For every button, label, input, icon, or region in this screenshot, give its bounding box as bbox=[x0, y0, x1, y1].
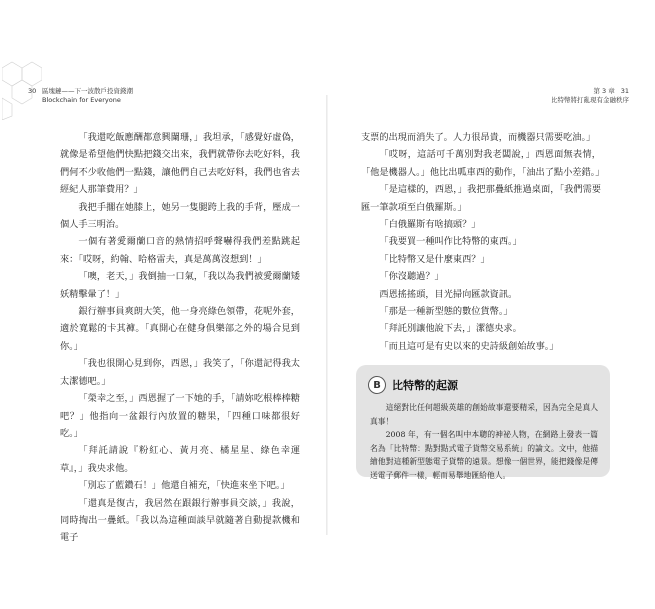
page-gutter bbox=[326, 95, 328, 535]
left-body-text bbox=[60, 129, 300, 547]
paragraph: 「哎呀，這話可千萬別對我老闆說，」西恩面無表情，「他是機器人。」他比出呱車西的動作，「油出了點小差錯。」 bbox=[361, 149, 605, 178]
paragraph: 「噢，老天，」我倒抽一口氣，「我以為我們被愛爾蘭矮妖精擊暈了！」 bbox=[60, 271, 300, 300]
paragraph: 支票的出現而消失了。人力很昂貴，而機器只需要吃油。」 bbox=[361, 132, 596, 143]
running-subtitle: Blockchain for Everyone bbox=[42, 96, 121, 104]
chapter-title: 比特幣將打亂現有金融秩序 bbox=[551, 96, 629, 104]
paragraph: 「榮幸之至，」西恩握了一下她的手，「請妳吃根棒棒糖吧？」他指向一盆銀行內放置的糖果，「四種口味都很好吃。」 bbox=[60, 393, 300, 439]
paragraph: 銀行辦事員爽朗大笑，他一身亮綠色領帶，花呢外套，適於寬鬆的卡其褲。「真開心在健身俱樂部之外的場合見到你。」 bbox=[60, 306, 300, 352]
running-title: 區塊鏈——下一波散戶投資錢潮 bbox=[42, 87, 133, 95]
paragraph: 「拜託請說『粉紅心、黃月亮、橘星星、綠色幸運草』，」我央求他。 bbox=[60, 445, 300, 474]
sidebar-heading bbox=[368, 375, 458, 395]
paragraph: 「而且這可是有史以來的史詩級創始故事。」 bbox=[379, 340, 559, 352]
left-page-number: 30 bbox=[28, 87, 37, 95]
sidebar-title: 比特幣的起源 bbox=[392, 379, 458, 392]
sidebar-paragraph: 這絕對比任何超級英雄的創始故事還要精采，因為完全是真人真事！ bbox=[370, 403, 598, 426]
chapter-label: 第 3 章 bbox=[593, 87, 615, 95]
paragraph: 我把手擱在她膝上，她另一隻腿跨上我的手背，壓成一個人手三明治。 bbox=[60, 201, 300, 231]
paragraph: 「是這樣的，西恩，」我把那疊紙推過桌面，「我們需要匯一筆款項至白俄羅斯。」 bbox=[361, 184, 601, 213]
paragraph: 西恩搖搖頭，目光掃向匯款資訊。 bbox=[379, 288, 518, 300]
paragraph: 「白俄羅斯有啥搞頭？」 bbox=[379, 219, 481, 231]
paragraph: 「那是一種新型態的數位貨幣。」 bbox=[379, 306, 513, 318]
paragraph: 一個有著愛爾蘭口音的熱情招呼聲嚇得我們差點跳起來：「哎呀，約翰、哈格雷夫，真是萬萬沒想到！」 bbox=[60, 236, 300, 265]
right-running-header bbox=[551, 87, 629, 105]
paragraph: 「別忘了藍鑽石！」他還自補充，「快進來坐下吧。」 bbox=[78, 480, 290, 492]
bitcoin-icon: B bbox=[368, 376, 386, 394]
left-running-header bbox=[28, 87, 133, 105]
paragraph: 「拜託別讓他說下去，」潔德央求。 bbox=[379, 323, 522, 335]
right-page-number: 31 bbox=[620, 87, 629, 95]
paragraph: 「你沒聽過？」 bbox=[379, 271, 444, 283]
sidebar-paragraph: 2008 年，有一個名叫中本聰的神祕人物，在網路上發表一篇名為「比特幣：點對點式電子貨幣交易系統」的論文。文中，他描繪他對這種新型態電子貨幣的遠景。想像一個世界，能把錢像是傳送電子郵件一樣，輕而易舉地匯給他人。 bbox=[370, 430, 598, 480]
paragraph: 「比特幣又是什麼東西？」 bbox=[379, 253, 490, 265]
sidebar-body bbox=[370, 401, 598, 483]
paragraph: 「還真是復古，我居然在跟銀行辦事員交談，」我說，同時掏出一疊紙。「我以為這種面談早就隨著自動提款機和電子 bbox=[60, 497, 300, 544]
sidebar-box bbox=[356, 365, 610, 480]
paragraph: 「我也很開心見到你，西恩，」我笑了，「你還記得我太太潔德吧。」 bbox=[60, 358, 300, 387]
right-body-text bbox=[361, 129, 605, 355]
paragraph: 「我要買一種叫作比特幣的東西。」 bbox=[379, 236, 522, 248]
paragraph: 「我還吃飯應酬都意興闌珊，」我坦承，「感覺好虛偽，就像是希望他們快點把錢交出來，我們就帶你去吃好料，我們何不少收他們一點錢，讓他們自己去吃好料，我們也省去經紀人那筆費用？」 bbox=[60, 132, 300, 196]
